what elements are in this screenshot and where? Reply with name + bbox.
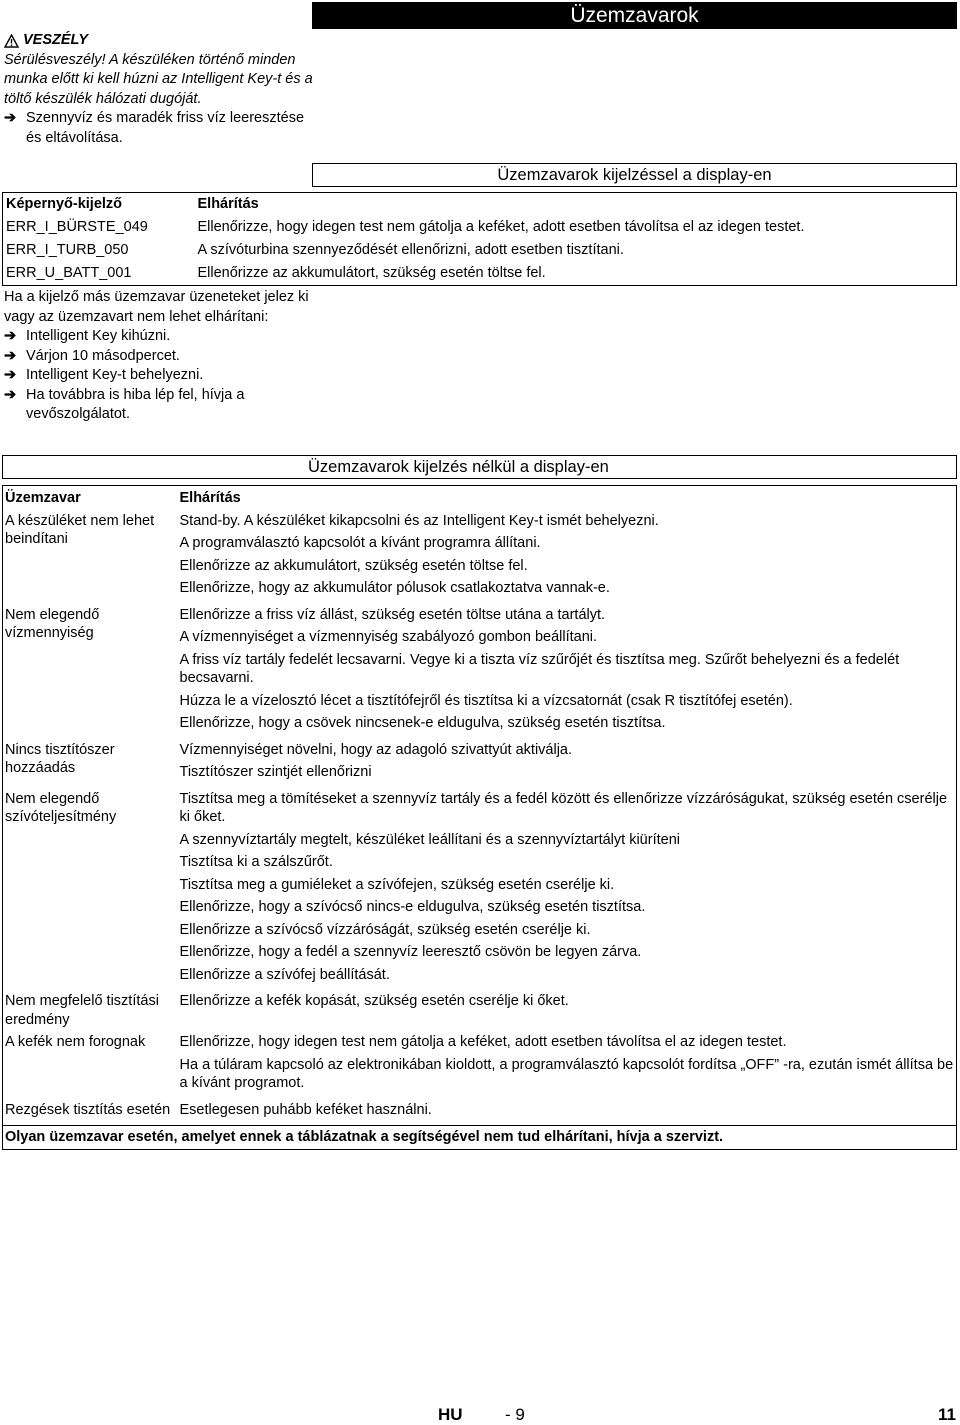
column-header-remedy: Elhárítás bbox=[179, 490, 241, 506]
error-remedy: Ellenőrizze, hogy idegen test nem gátolja a keféket, adott esetben távolítsa el az idegen testet. bbox=[197, 219, 805, 235]
list-item: ➔ Ha továbbra is hiba lép fel, hívja a vevőszolgálatot. bbox=[4, 386, 309, 425]
remedy-line: Ellenőrizze, hogy a fedél a szennyvíz leeresztő csövön be legyen zárva. bbox=[179, 944, 642, 960]
fault-remedies bbox=[178, 788, 957, 991]
language-code: HU bbox=[438, 1405, 463, 1424]
arrow-right-icon: ➔ bbox=[4, 367, 17, 383]
remedy-line: Ha a túláram kapcsoló az elektronikában kioldott, a programválasztó kapcsolót fordítsa „OFF” -ra, ezután ismét állítsa be a kívánt programot. bbox=[179, 1056, 954, 1091]
fault-remedies bbox=[178, 510, 957, 604]
section-title-display: Üzemzavarok kijelzéssel a display-en bbox=[312, 163, 957, 187]
table-row bbox=[3, 788, 957, 991]
error-code: ERR_I_BÜRSTE_049 bbox=[6, 219, 148, 235]
fault-remedies bbox=[178, 604, 957, 739]
remedy-line: Tisztítsa meg a tömítéseket a szennyvíz tartály és a fedél között és ellenőrizze vízzáróságukat, szükség esetén cserélje ki őket. bbox=[179, 790, 948, 825]
table-row bbox=[3, 604, 957, 739]
remedy-line: Vízmennyiséget növelni, hogy az adagoló szivattyút aktiválja. bbox=[179, 741, 573, 758]
remedy-line: Húzza le a vízelosztó lécet a tisztítófejről és tisztítsa ki a vízcsatornát (csak R tisztítófej esetén). bbox=[179, 692, 793, 709]
column-header-remedy: Elhárítás bbox=[197, 196, 259, 212]
table-header-row bbox=[3, 486, 957, 510]
column-header-fault: Üzemzavar bbox=[5, 490, 81, 506]
warning-bullet: ➔ Szennyvíz és maradék friss víz leeresztése és eltávolítása. bbox=[4, 109, 314, 148]
page-number: 11 bbox=[938, 1405, 956, 1424]
fault-remedies bbox=[178, 739, 957, 788]
error-remedy: A szívóturbina szennyeződését ellenőrizni, adott esetben tisztítani. bbox=[197, 242, 624, 258]
error-code: ERR_U_BATT_001 bbox=[6, 265, 132, 281]
table-row bbox=[3, 262, 957, 286]
fault-name: A kefék nem forognak bbox=[5, 1034, 146, 1050]
fault-remedies bbox=[178, 1031, 957, 1099]
table-row bbox=[3, 510, 957, 604]
service-note: Olyan üzemzavar esetén, amelyet ennek a táblázatnak a segítségével nem tud elhárítani, hívja a szervizt. bbox=[3, 1126, 957, 1150]
other-errors-text: Ha a kijelző más üzemzavar üzeneteket jelez ki vagy az üzemzavart nem lehet elhárítani: bbox=[4, 289, 309, 325]
fault-remedies bbox=[178, 990, 957, 1031]
table-header-row bbox=[3, 193, 957, 217]
section-title-no-display: Üzemzavarok kijelzés nélkül a display-en bbox=[2, 455, 957, 479]
remedy-line: A szennyvíztartály megtelt, készüléket leállítani és a szennyvíztartályt kiüríteni bbox=[179, 831, 680, 848]
remedy-line: A vízmennyiséget a vízmennyiség szabályozó gombon beállítani. bbox=[179, 629, 598, 645]
list-item: ➔ Intelligent Key kihúzni. bbox=[4, 327, 309, 347]
list-item: ➔ Várjon 10 másodpercet. bbox=[4, 347, 309, 367]
remedy-line: Ellenőrizze a szívófej beállítását. bbox=[179, 966, 390, 983]
list-item: ➔ Intelligent Key-t behelyezni. bbox=[4, 366, 309, 386]
warning-triangle-icon bbox=[4, 34, 19, 48]
arrow-right-icon: ➔ bbox=[4, 110, 17, 126]
remedy-line: Tisztítószer szintjét ellenőrizni bbox=[179, 764, 372, 780]
error-code: ERR_I_TURB_050 bbox=[6, 242, 129, 258]
fault-name: Nem megfelelő tisztítási eredmény bbox=[5, 993, 159, 1028]
fault-table bbox=[2, 485, 957, 1150]
remedy-line: Ellenőrizze az akkumulátort, szükség esetén töltse fel. bbox=[179, 557, 528, 574]
remedy-line: Tisztítsa ki a szálszűrőt. bbox=[179, 854, 333, 870]
page-title: Üzemzavarok bbox=[570, 4, 699, 27]
danger-warning-block bbox=[4, 31, 314, 148]
arrow-right-icon: ➔ bbox=[4, 328, 17, 344]
arrow-right-icon: ➔ bbox=[4, 347, 17, 364]
warning-title: VESZÉLY bbox=[4, 31, 314, 51]
fault-name: Nem elegendő szívóteljesítmény bbox=[5, 790, 117, 825]
remedy-line: Ellenőrizze, hogy idegen test nem gátolja a keféket, adott esetben távolítsa el az idegen testet. bbox=[179, 1034, 787, 1050]
remedy-line: Esetlegesen puhább keféket használni. bbox=[179, 1101, 432, 1118]
table-row bbox=[3, 990, 957, 1031]
table-row bbox=[3, 739, 957, 788]
fault-remedies bbox=[178, 1099, 957, 1126]
page-header-bar bbox=[312, 2, 957, 29]
footer-note-row bbox=[3, 1126, 957, 1150]
arrow-right-icon: ➔ bbox=[4, 386, 17, 403]
warning-text: Sérülésveszély! A készüléken történő minden munka előtt ki kell húzni az Intelligent Key-t és a töltő készülék hálózati dugóját. bbox=[4, 51, 313, 107]
remedy-line: Ellenőrizze, hogy a csövek nincsenek-e eldugulva, szükség esetén tisztítsa. bbox=[179, 715, 666, 731]
display-error-table bbox=[2, 192, 957, 286]
error-remedy: Ellenőrizze az akkumulátort, szükség esetén töltse fel. bbox=[197, 265, 546, 281]
table-row bbox=[3, 1031, 957, 1099]
table-row bbox=[3, 239, 957, 262]
remedy-line: A programválasztó kapcsolót a kívánt programra állítani. bbox=[179, 535, 541, 551]
fault-name: Nincs tisztítószer hozzáadás bbox=[5, 741, 115, 776]
fault-name: Nem elegendő vízmennyiség bbox=[5, 606, 100, 641]
remedy-line: A friss víz tartály fedelét lecsavarni. Vegye ki a tiszta víz szűrőjét és tisztítsa meg. Szűrőt behelyezni és a fedelét becsavarni. bbox=[179, 651, 900, 686]
page-footer bbox=[0, 1405, 960, 1425]
remedy-line: Ellenőrizze a friss víz állást, szükség esetén töltse utána a tartályt. bbox=[179, 606, 606, 623]
remedy-line: Tisztítsa meg a gumiéleket a szívófejen, szükség esetén cserélje ki. bbox=[179, 876, 615, 893]
table-row bbox=[3, 216, 957, 239]
column-header-code: Képernyő-kijelző bbox=[6, 196, 123, 212]
remedy-line: Stand-by. A készüléket kikapcsolni és az Intelligent Key-t ismét behelyezni. bbox=[179, 512, 659, 529]
section-page: - 9 bbox=[505, 1405, 525, 1424]
remedy-line: Ellenőrizze a kefék kopását, szükség esetén cserélje ki őket. bbox=[179, 993, 569, 1009]
remedy-line: Ellenőrizze, hogy a szívócső nincs-e eldugulva, szükség esetén tisztítsa. bbox=[179, 899, 646, 915]
remedy-line: Ellenőrizze a szívócső vízzáróságát, szükség esetén cserélje ki. bbox=[179, 921, 591, 938]
fault-name: Rezgések tisztítás esetén bbox=[5, 1101, 171, 1118]
other-errors-block bbox=[4, 288, 309, 425]
remedy-line: Ellenőrizze, hogy az akkumulátor pólusok csatlakoztatva vannak-e. bbox=[179, 580, 610, 596]
fault-name: A készüléket nem lehet beindítani bbox=[5, 512, 155, 547]
table-row bbox=[3, 1099, 957, 1126]
